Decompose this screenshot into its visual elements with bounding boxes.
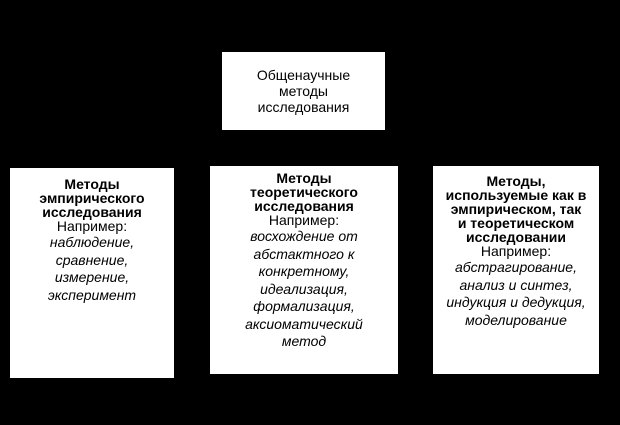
mixed-methods-title: Методы, используемые как в эмпирическом, так и теоретическом исследовании xyxy=(445,173,587,245)
empirical-item: сравнение, xyxy=(55,251,129,268)
theoretical-methods-title: Методы теоретического исследования xyxy=(250,170,358,214)
empirical-item: наблюдение, xyxy=(49,234,135,250)
theoretical-item: формализация, xyxy=(253,298,355,314)
empirical-example-label: Например: xyxy=(56,218,128,234)
mixed-example-label: Например: xyxy=(480,243,552,259)
theoretical-item: метод xyxy=(281,333,327,349)
empirical-item: эксперимент xyxy=(47,286,137,303)
empirical-item: измерение, xyxy=(54,269,130,285)
mixed-item: индукция и дедукция, xyxy=(446,294,586,310)
theoretical-item: абстактного к xyxy=(253,245,355,262)
root-node-title: Общенаучные методы исследования xyxy=(256,67,351,115)
root-node-box xyxy=(222,52,385,130)
theoretical-methods-box xyxy=(210,166,398,374)
mixed-item: моделирование xyxy=(465,311,567,328)
theoretical-item: аксиоматический xyxy=(245,315,363,332)
theoretical-item: конкретному, xyxy=(258,263,350,279)
mixed-item: абстрагирование, xyxy=(455,259,577,275)
theoretical-example-label: Например: xyxy=(268,212,340,228)
mixed-item: анализ и синтез, xyxy=(459,276,573,293)
theoretical-item: идеализация, xyxy=(260,280,348,297)
empirical-methods-title: Методы эмпирического исследования xyxy=(39,176,145,220)
theoretical-item: восхождение от xyxy=(250,228,358,244)
empirical-methods-box xyxy=(10,168,174,378)
mixed-methods-box xyxy=(433,166,599,374)
